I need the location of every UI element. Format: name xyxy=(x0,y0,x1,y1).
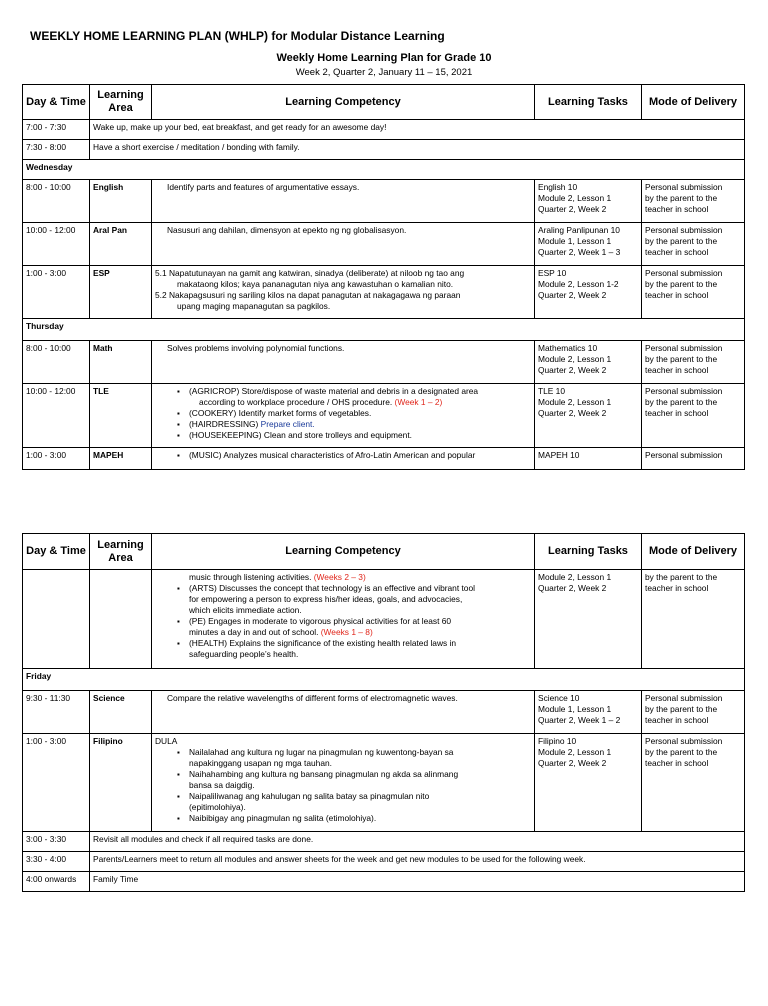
routine-row xyxy=(23,140,745,160)
plan-table-page-2 xyxy=(22,533,745,892)
task-line: Quarter 2, Week 2 xyxy=(538,583,607,593)
delivery-line: by the parent to the xyxy=(645,193,718,203)
time-cell: 1:00 - 3:00 xyxy=(23,448,90,470)
bullet-text: safeguarding people’s health. xyxy=(189,649,299,659)
task-line: Module 2, Lesson 1 xyxy=(538,354,612,364)
routine-text: Revisit all modules and check if all required tasks are done. xyxy=(90,832,745,852)
delivery-line: Personal submission xyxy=(645,225,723,235)
header-learning-area: Learning Area xyxy=(90,85,152,120)
competency-text: Solves problems involving polynomial functions. xyxy=(167,343,345,353)
time-cell: 9:30 - 11:30 xyxy=(23,691,90,734)
header-tasks: Learning Tasks xyxy=(535,85,642,120)
document-title: WEEKLY HOME LEARNING PLAN (WHLP) for Modular Distance Learning xyxy=(30,29,445,43)
bullet-text: (PE) Engages in moderate to vigorous physical activities for at least 60 xyxy=(189,616,452,626)
delivery-cell xyxy=(642,180,745,223)
competency-cell xyxy=(152,223,535,266)
delivery-line: teacher in school xyxy=(645,290,709,300)
subject-row-esp xyxy=(23,266,745,319)
header-competency: Learning Competency xyxy=(152,534,535,570)
delivery-cell xyxy=(642,734,745,832)
bullet-text: for empowering a person to express his/her ideas, goals, and advocacies, xyxy=(189,594,463,604)
competency-cell xyxy=(152,448,535,470)
time-cell: 1:00 - 3:00 xyxy=(23,734,90,832)
learning-area: Science xyxy=(90,691,152,734)
delivery-line: by the parent to the xyxy=(645,704,718,714)
task-line: Quarter 2, Week 2 xyxy=(538,408,607,418)
task-line: Module 2, Lesson 1 xyxy=(538,397,612,407)
competency-heading: DULA xyxy=(155,736,178,746)
competency-cell xyxy=(152,384,535,448)
routine-text: Wake up, make up your bed, eat breakfast, and get ready for an awesome day! xyxy=(90,120,745,140)
subject-row-mapeh-continued xyxy=(23,570,745,669)
delivery-line: Personal submission xyxy=(645,386,723,396)
bullet-text: according to workplace procedure / OHS procedure. xyxy=(199,397,393,407)
competency-bullet xyxy=(177,813,531,824)
header-delivery: Mode of Delivery xyxy=(642,534,745,570)
competency-line: 5.2 Nakapagsusuri ng sariling kilos na dapat panagutan at nakagagawa ng paraan xyxy=(155,290,461,300)
task-line: Module 2, Lesson 1 xyxy=(538,572,612,582)
routine-text: Parents/Learners meet to return all modules and answer sheets for the week and get new modules to be used for the following week. xyxy=(90,852,745,872)
delivery-line: by the parent to the xyxy=(645,747,718,757)
competency-line: 5.1 Napatutunayan na gamit ang katwiran, sinadya (deliberate) at niloob ng tao ang xyxy=(155,268,465,278)
time-cell: 10:00 - 12:00 xyxy=(23,384,90,448)
week-note: (Week 1 – 2) xyxy=(394,397,443,407)
day-label: Thursday xyxy=(23,319,745,341)
header-learning-area: Learning Area xyxy=(90,534,152,570)
competency-bullet xyxy=(177,450,531,461)
header-row xyxy=(23,85,745,120)
bullet-text: (HAIRDRESSING) xyxy=(189,419,259,429)
competency-list xyxy=(155,747,531,824)
delivery-cell xyxy=(642,223,745,266)
header-day-time: Day & Time xyxy=(23,85,90,120)
day-row-thursday xyxy=(23,319,745,341)
delivery-line: teacher in school xyxy=(645,365,709,375)
header-competency: Learning Competency xyxy=(152,85,535,120)
bullet-text: Naipaliliwanag ang kahulugan ng salita batay sa pinagmulan nito xyxy=(189,791,430,801)
routine-row xyxy=(23,852,745,872)
bullet-text: (COOKERY) Identify market forms of vegetables. xyxy=(189,408,372,418)
plan-table-page-1 xyxy=(22,84,745,470)
tasks-cell xyxy=(535,691,642,734)
delivery-line: by the parent to the xyxy=(645,354,718,364)
competency-line: upang maging mapanagutan sa pagkilos. xyxy=(177,301,331,311)
week-info: Week 2, Quarter 2, January 11 – 15, 2021 xyxy=(295,67,473,78)
competency-bullet xyxy=(177,419,531,430)
bullet-text: minutes a day in and out of school. xyxy=(189,627,319,637)
bullet-text: (MUSIC) Analyzes musical characteristics of Afro-Latin American and popular xyxy=(189,450,476,460)
competency-bullet xyxy=(177,791,531,813)
learning-area: MAPEH xyxy=(90,448,152,470)
tasks-cell xyxy=(535,341,642,384)
time-cell: 8:00 - 10:00 xyxy=(23,180,90,223)
delivery-line: Personal submission xyxy=(645,736,723,746)
bullet-text: Nailalahad ang kultura ng lugar na pinagmulan ng kuwentong-bayan sa xyxy=(189,747,454,757)
bullet-text: (epitimolohiya). xyxy=(189,802,246,812)
competency-bullet xyxy=(177,386,531,408)
delivery-cell xyxy=(642,341,745,384)
task-line: MAPEH 10 xyxy=(538,450,580,460)
bullet-text: Naibibigay ang pinagmulan ng salita (etimolohiya). xyxy=(189,813,377,823)
bullet-text: Naihahambing ang kultura ng bansang pinagmulan ng akda sa alinmang xyxy=(189,769,459,779)
week-note: (Weeks 1 – 8) xyxy=(320,627,373,637)
competency-bullet-continued xyxy=(177,572,531,583)
delivery-line: by the parent to the xyxy=(645,397,718,407)
competency-bullet xyxy=(177,638,531,660)
learning-area: TLE xyxy=(90,384,152,448)
competency-cell xyxy=(152,341,535,384)
subject-row-math xyxy=(23,341,745,384)
competency-bullet xyxy=(177,583,531,616)
task-line: Quarter 2, Week 2 xyxy=(538,204,607,214)
task-line: Filipino 10 xyxy=(538,736,577,746)
highlight-text: Prepare client. xyxy=(260,419,315,429)
learning-area: Math xyxy=(90,341,152,384)
tasks-cell xyxy=(535,266,642,319)
routine-row xyxy=(23,120,745,140)
bullet-text: napakinggang usapan ng mga tauhan. xyxy=(189,758,332,768)
delivery-line: teacher in school xyxy=(645,715,709,725)
time-cell xyxy=(23,570,90,669)
competency-cell xyxy=(152,691,535,734)
day-row-friday xyxy=(23,669,745,691)
time-cell: 4:00 onwards xyxy=(23,872,90,892)
learning-area: ESP xyxy=(90,266,152,319)
task-line: Science 10 xyxy=(538,693,580,703)
task-line: Quarter 2, Week 2 xyxy=(538,365,607,375)
task-line: Module 1, Lesson 1 xyxy=(538,236,612,246)
task-line: Quarter 2, Week 1 – 2 xyxy=(538,715,621,725)
delivery-line: teacher in school xyxy=(645,247,709,257)
learning-area: English xyxy=(90,180,152,223)
task-line: English 10 xyxy=(538,182,578,192)
learning-area: Aral Pan xyxy=(90,223,152,266)
delivery-line: teacher in school xyxy=(645,408,709,418)
subject-row-aral-pan xyxy=(23,223,745,266)
header-tasks: Learning Tasks xyxy=(535,534,642,570)
delivery-line: Personal submission xyxy=(645,693,723,703)
competency-cell xyxy=(152,266,535,319)
task-line: ESP 10 xyxy=(538,268,567,278)
delivery-line: by the parent to the xyxy=(645,279,718,289)
delivery-line: by the parent to the xyxy=(645,236,718,246)
task-line: Quarter 2, Week 2 xyxy=(538,758,607,768)
delivery-cell xyxy=(642,266,745,319)
day-label: Friday xyxy=(23,669,745,691)
competency-list xyxy=(155,386,531,441)
competency-bullet xyxy=(177,747,531,769)
document-subtitle: Weekly Home Learning Plan for Grade 10 xyxy=(276,52,492,64)
routine-row xyxy=(23,872,745,892)
delivery-line: teacher in school xyxy=(645,204,709,214)
bullet-text: which elicits immediate action. xyxy=(189,605,302,615)
day-label: Wednesday xyxy=(23,160,745,180)
task-line: Module 2, Lesson 1 xyxy=(538,193,612,203)
tasks-cell xyxy=(535,223,642,266)
competency-list xyxy=(155,572,531,660)
header-delivery: Mode of Delivery xyxy=(642,85,745,120)
bullet-text: music through listening activities. xyxy=(189,572,312,582)
routine-row xyxy=(23,832,745,852)
time-cell: 1:00 - 3:00 xyxy=(23,266,90,319)
delivery-line: Personal submission xyxy=(645,182,723,192)
competency-cell xyxy=(152,734,535,832)
task-line: Mathematics 10 xyxy=(538,343,598,353)
competency-list xyxy=(155,450,531,461)
task-line: Module 2, Lesson 1 xyxy=(538,747,612,757)
competency-line: makataong kilos; kaya pananagutan niya ang kawastuhan o kamalian nito. xyxy=(177,279,454,289)
bullet-text: bansa sa daigdig. xyxy=(189,780,255,790)
delivery-line: Personal submission xyxy=(645,268,723,278)
learning-area: Filipino xyxy=(90,734,152,832)
delivery-line: teacher in school xyxy=(645,583,709,593)
time-cell: 7:00 - 7:30 xyxy=(23,120,90,140)
task-line: Module 1, Lesson 1 xyxy=(538,704,612,714)
bullet-text: (HEALTH) Explains the significance of the existing health related laws in xyxy=(189,638,457,648)
competency-cell xyxy=(152,570,535,669)
learning-area xyxy=(90,570,152,669)
competency-cell xyxy=(152,180,535,223)
tasks-cell xyxy=(535,570,642,669)
competency-text: Nasusuri ang dahilan, dimensyon at epekto ng ng globalisasyon. xyxy=(167,225,407,235)
header-row xyxy=(23,534,745,570)
subject-row-mapeh xyxy=(23,448,745,470)
tasks-cell xyxy=(535,180,642,223)
routine-text: Have a short exercise / meditation / bonding with family. xyxy=(90,140,745,160)
delivery-line: teacher in school xyxy=(645,758,709,768)
delivery-cell xyxy=(642,384,745,448)
tasks-cell xyxy=(535,734,642,832)
time-cell: 3:00 - 3:30 xyxy=(23,832,90,852)
bullet-text: (HOUSEKEEPING) Clean and store trolleys and equipment. xyxy=(189,430,412,440)
delivery-cell xyxy=(642,448,745,470)
competency-text: Compare the relative wavelengths of different forms of electromagnetic waves. xyxy=(167,693,458,703)
routine-text: Family Time xyxy=(90,872,745,892)
delivery-line: Personal submission xyxy=(645,343,723,353)
competency-bullet xyxy=(177,769,531,791)
day-row-wednesday xyxy=(23,160,745,180)
subject-row-english xyxy=(23,180,745,223)
tasks-cell xyxy=(535,448,642,470)
task-line: Quarter 2, Week 2 xyxy=(538,290,607,300)
subject-row-science xyxy=(23,691,745,734)
delivery-cell xyxy=(642,691,745,734)
time-cell: 7:30 - 8:00 xyxy=(23,140,90,160)
time-cell: 3:30 - 4:00 xyxy=(23,852,90,872)
task-line: Module 2, Lesson 1-2 xyxy=(538,279,619,289)
time-cell: 10:00 - 12:00 xyxy=(23,223,90,266)
delivery-line: Personal submission xyxy=(645,450,723,460)
bullet-text: (AGRICROP) Store/dispose of waste material and debris in a designated area xyxy=(189,386,479,396)
bullet-text: (ARTS) Discusses the concept that technology is an effective and vibrant tool xyxy=(189,583,475,593)
tasks-cell xyxy=(535,384,642,448)
week-note: (Weeks 2 – 3) xyxy=(313,572,366,582)
delivery-cell xyxy=(642,570,745,669)
subject-row-filipino xyxy=(23,734,745,832)
task-line: TLE 10 xyxy=(538,386,566,396)
competency-bullet xyxy=(177,616,531,638)
header-day-time: Day & Time xyxy=(23,534,90,570)
competency-bullet xyxy=(177,408,531,419)
delivery-line: by the parent to the xyxy=(645,572,718,582)
competency-bullet xyxy=(177,430,531,441)
time-cell: 8:00 - 10:00 xyxy=(23,341,90,384)
competency-text: Identify parts and features of argumentative essays. xyxy=(167,182,360,192)
task-line: Quarter 2, Week 1 – 3 xyxy=(538,247,621,257)
task-line: Araling Panlipunan 10 xyxy=(538,225,620,235)
subject-row-tle xyxy=(23,384,745,448)
